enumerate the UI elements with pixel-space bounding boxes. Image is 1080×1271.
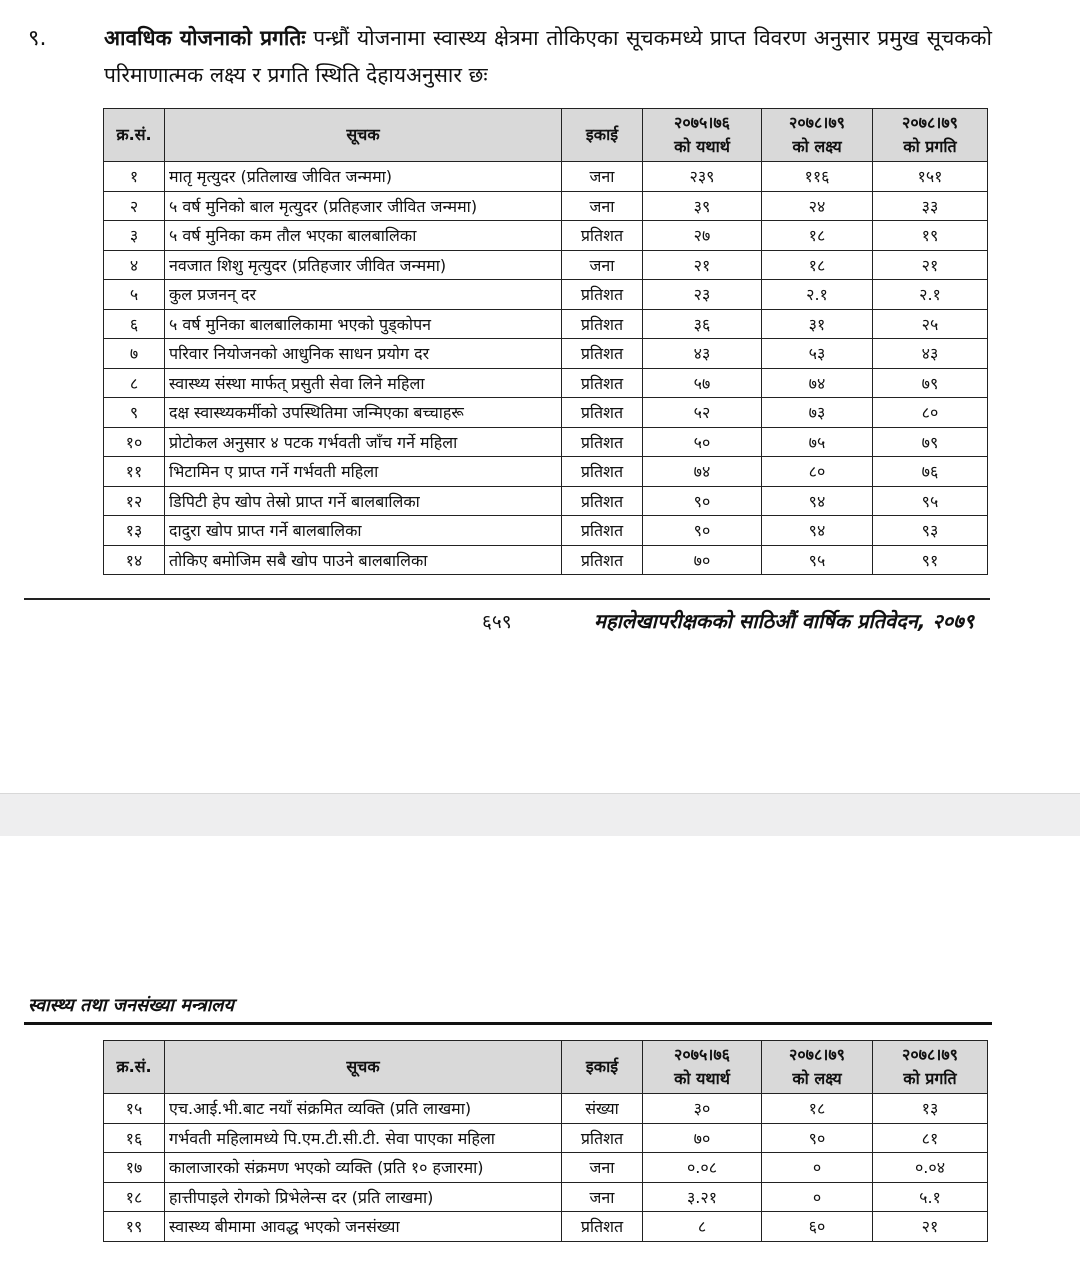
row-unit: जना [562,191,643,221]
row-target: ५३ [762,339,873,369]
header-actual-label: को यथार्थ [674,1069,730,1088]
row-target: १८ [762,250,873,280]
header-actual [643,1041,762,1094]
row-sn: ३ [104,221,165,251]
row-target: २४ [762,191,873,221]
row-target: ३१ [762,309,873,339]
table-1-body [104,162,988,575]
section-number: ९. [28,26,47,51]
section-intro-paragraph [104,20,992,94]
row-actual: ३९ [643,191,762,221]
row-unit: प्रतिशत [562,398,643,428]
table-row [104,339,988,369]
row-actual: ७४ [643,457,762,487]
row-unit: प्रतिशत [562,339,643,369]
table-row [104,1212,988,1242]
row-sn: १३ [104,516,165,546]
header-progress-year: २०७८।७९ [902,113,958,132]
row-unit: संख्या [562,1094,643,1124]
row-sn: ५ [104,280,165,310]
page-gap [0,793,1080,837]
row-progress: २.१ [873,280,988,310]
row-indicator: नवजात शिशु मृत्युदर (प्रतिहजार जीवित जन्ममा) [165,250,562,280]
table-row [104,486,988,516]
report-title-footer: महालेखापरीक्षकको साठिऔं वार्षिक प्रतिवेदन, २०७९ [594,609,975,633]
row-target: १८ [762,1094,873,1124]
row-unit: प्रतिशत [562,221,643,251]
row-progress: ९३ [873,516,988,546]
row-actual: ५० [643,427,762,457]
row-actual: ५७ [643,368,762,398]
table-row [104,457,988,487]
row-indicator: ५ वर्ष मुनिका कम तौल भएका बालबालिका [165,221,562,251]
row-sn: १४ [104,545,165,575]
row-indicator: स्वास्थ्य बीमामा आवद्ध भएको जनसंख्या [165,1212,562,1242]
row-target: ० [762,1153,873,1183]
row-actual: ३० [643,1094,762,1124]
header-progress-label: को प्रगति [903,1069,957,1088]
row-indicator: दादुरा खोप प्राप्त गर्ने बालबालिका [165,516,562,546]
row-actual: ८ [643,1212,762,1242]
row-progress: २५ [873,309,988,339]
row-unit: जना [562,1153,643,1183]
row-actual: ९० [643,486,762,516]
row-actual: २७ [643,221,762,251]
table-row [104,280,988,310]
table-row [104,250,988,280]
footer-rule [24,598,990,600]
table-row [104,162,988,192]
table-row [104,221,988,251]
row-unit: प्रतिशत [562,486,643,516]
ministry-header: स्वास्थ्य तथा जनसंख्या मन्त्रालय [28,995,234,1016]
header-indicator: सूचक [165,109,562,162]
row-sn: १९ [104,1212,165,1242]
row-actual: ०.०८ [643,1153,762,1183]
row-target: ७४ [762,368,873,398]
row-indicator: कालाजारको संक्रमण भएको व्यक्ति (प्रति १० हजारमा) [165,1153,562,1183]
row-progress: ९१ [873,545,988,575]
table-row [104,1094,988,1124]
table-row [104,398,988,428]
row-actual: ९० [643,516,762,546]
row-sn: १५ [104,1094,165,1124]
row-unit: प्रतिशत [562,545,643,575]
row-progress: १३ [873,1094,988,1124]
page-number: ६५९ [482,611,512,633]
row-sn: २ [104,191,165,221]
row-target: ८० [762,457,873,487]
header-sn: क्र.सं. [104,1041,165,1094]
row-progress: ७९ [873,427,988,457]
row-actual: ७० [643,1123,762,1153]
row-indicator: स्वास्थ्य संस्था मार्फत् प्रसुती सेवा लिने महिला [165,368,562,398]
row-actual: ७० [643,545,762,575]
header-progress [873,109,988,162]
table-header-row [104,109,988,162]
row-sn: ८ [104,368,165,398]
row-progress: १५१ [873,162,988,192]
row-sn: १ [104,162,165,192]
table-row [104,545,988,575]
section-heading: आवधिक योजनाको प्रगतिः [104,26,306,50]
row-unit: प्रतिशत [562,1123,643,1153]
row-progress: ४३ [873,339,988,369]
header-actual-year: २०७५।७६ [674,1045,730,1064]
row-target: ६० [762,1212,873,1242]
table-2-body [104,1094,988,1242]
table-row [104,1182,988,1212]
header-target-year: २०७८।७९ [789,113,845,132]
row-unit: जना [562,162,643,192]
table-row [104,368,988,398]
row-unit: जना [562,250,643,280]
row-target: २.१ [762,280,873,310]
row-unit: जना [562,1182,643,1212]
row-target: ११६ [762,162,873,192]
row-target: ९५ [762,545,873,575]
row-progress: ७९ [873,368,988,398]
row-target: ७५ [762,427,873,457]
row-target: १८ [762,221,873,251]
row-progress: ७६ [873,457,988,487]
row-sn: १७ [104,1153,165,1183]
section-intro-text: पन्ध्रौं योजनामा स्वास्थ्य क्षेत्रमा तोकिएका सूचकमध्ये प्राप्त विवरण अनुसार प्रमुख सूचकको परिमाणात्मक लक्ष्य र प्रगति स्थिति देहायअनुसार छः [104,26,992,87]
row-progress: ९५ [873,486,988,516]
header-progress [873,1041,988,1094]
header-target-label: को लक्ष्य [792,137,842,156]
row-progress: ३३ [873,191,988,221]
header-unit: इकाई [562,109,643,162]
row-indicator: प्रोटोकल अनुसार ४ पटक गर्भवती जाँच गर्ने महिला [165,427,562,457]
row-progress: १९ [873,221,988,251]
header-target [762,1041,873,1094]
row-indicator: हात्तीपाइले रोगको प्रिभेलेन्स दर (प्रति लाखमा) [165,1182,562,1212]
row-sn: ६ [104,309,165,339]
row-indicator: ५ वर्ष मुनिको बाल मृत्युदर (प्रतिहजार जीवित जन्ममा) [165,191,562,221]
row-actual: ३.२१ [643,1182,762,1212]
row-progress: २१ [873,250,988,280]
indicator-table-2 [103,1040,988,1242]
row-actual: ३६ [643,309,762,339]
row-indicator: भिटामिन ए प्राप्त गर्ने गर्भवती महिला [165,457,562,487]
header-unit: इकाई [562,1041,643,1094]
header-actual-label: को यथार्थ [674,137,730,156]
row-indicator: मातृ मृत्युदर (प्रतिलाख जीवित जन्ममा) [165,162,562,192]
header-sn: क्र.सं. [104,109,165,162]
row-sn: १२ [104,486,165,516]
row-progress: ०.०४ [873,1153,988,1183]
table-row [104,191,988,221]
header-target [762,109,873,162]
row-progress: ८० [873,398,988,428]
table-row [104,1153,988,1183]
table-row [104,1123,988,1153]
row-indicator: कुल प्रजनन् दर [165,280,562,310]
row-sn: ११ [104,457,165,487]
row-indicator: डिपिटी हेप खोप तेस्रो प्राप्त गर्ने बालबालिका [165,486,562,516]
header-rule [24,1022,992,1025]
row-indicator: ५ वर्ष मुनिका बालबालिकामा भएको पुड्कोपन [165,309,562,339]
row-progress: २१ [873,1212,988,1242]
row-target: ९० [762,1123,873,1153]
row-actual: २१ [643,250,762,280]
row-progress: ५.१ [873,1182,988,1212]
row-indicator: एच.आई.भी.बाट नयाँ संक्रमित व्यक्ति (प्रति लाखमा) [165,1094,562,1124]
table-header-row [104,1041,988,1094]
row-indicator: दक्ष स्वास्थ्यकर्मीको उपस्थितिमा जन्मिएका बच्चाहरू [165,398,562,428]
row-target: ९४ [762,486,873,516]
table-row [104,516,988,546]
table-row [104,309,988,339]
row-sn: १८ [104,1182,165,1212]
row-indicator: गर्भवती महिलामध्ये पि.एम.टी.सी.टी. सेवा पाएका महिला [165,1123,562,1153]
header-actual [643,109,762,162]
row-actual: ५२ [643,398,762,428]
header-target-label: को लक्ष्य [792,1069,842,1088]
indicator-table-1 [103,108,988,575]
header-progress-label: को प्रगति [903,137,957,156]
row-unit: प्रतिशत [562,368,643,398]
row-indicator: परिवार नियोजनको आधुनिक साधन प्रयोग दर [165,339,562,369]
row-unit: प्रतिशत [562,280,643,310]
row-target: ० [762,1182,873,1212]
row-actual: २३ [643,280,762,310]
row-sn: ७ [104,339,165,369]
row-actual: २३९ [643,162,762,192]
row-target: ७३ [762,398,873,428]
table-row [104,427,988,457]
header-progress-year: २०७८।७९ [902,1045,958,1064]
row-unit: प्रतिशत [562,516,643,546]
row-unit: प्रतिशत [562,1212,643,1242]
row-target: ९४ [762,516,873,546]
row-sn: ४ [104,250,165,280]
row-indicator: तोकिए बमोजिम सबै खोप पाउने बालबालिका [165,545,562,575]
row-unit: प्रतिशत [562,427,643,457]
row-sn: ९ [104,398,165,428]
row-actual: ४३ [643,339,762,369]
header-indicator: सूचक [165,1041,562,1094]
header-actual-year: २०७५।७६ [674,113,730,132]
row-sn: १६ [104,1123,165,1153]
row-progress: ८१ [873,1123,988,1153]
row-sn: १० [104,427,165,457]
row-unit: प्रतिशत [562,309,643,339]
header-target-year: २०७८।७९ [789,1045,845,1064]
row-unit: प्रतिशत [562,457,643,487]
